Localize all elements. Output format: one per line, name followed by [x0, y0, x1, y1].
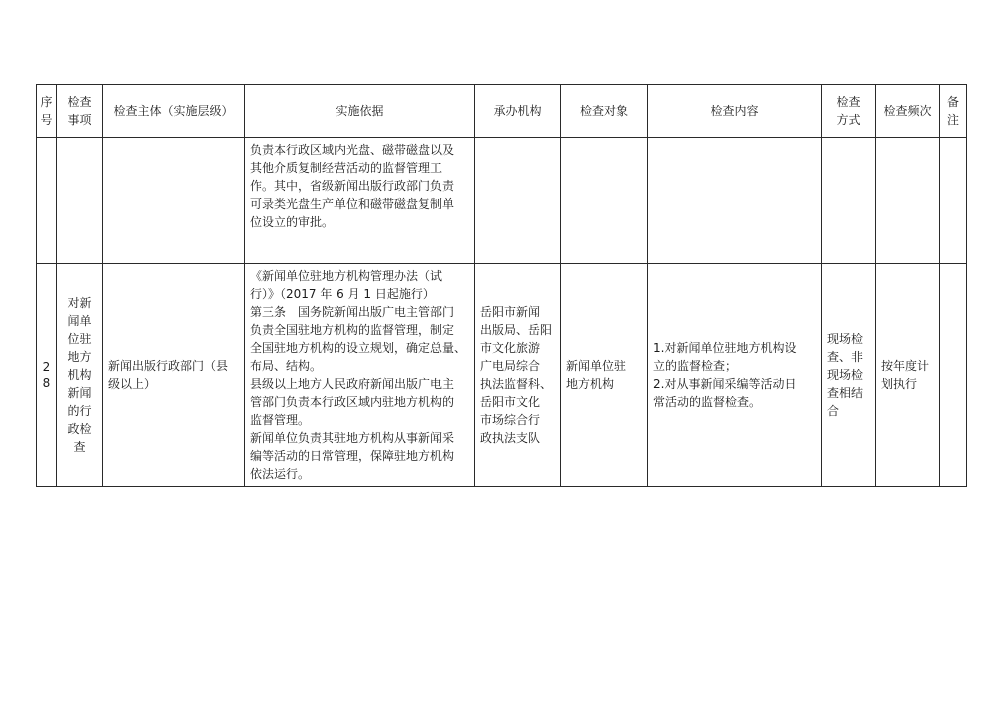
- table-row: [37, 138, 967, 264]
- remark-cell: [940, 138, 967, 264]
- header-org: 承办机构: [475, 85, 561, 138]
- header-method: 检查 方式: [822, 85, 876, 138]
- header-content: 检查内容: [648, 85, 822, 138]
- method-cell: 现场检 查、非 现场检 查相结 合: [822, 264, 876, 487]
- org-cell: [475, 138, 561, 264]
- content-cell: 1.对新闻单位驻地方机构设 立的监督检查； 2.对从事新闻采编等活动日 常活动的监督检查。: [648, 264, 822, 487]
- header-remark: 备 注: [940, 85, 967, 138]
- method-cell: [822, 138, 876, 264]
- header-target: 检查对象: [561, 85, 648, 138]
- header-row: [37, 85, 967, 138]
- item-cell: 对新 闻单 位驻 地方 机构 新闻 的行 政检 查: [57, 264, 103, 487]
- seq-cell: [37, 138, 57, 264]
- header-frequency: 检查频次: [876, 85, 940, 138]
- content-cell: [648, 138, 822, 264]
- header-seq: 序 号: [37, 85, 57, 138]
- target-cell: [561, 138, 648, 264]
- table-row: [37, 264, 967, 487]
- header-item: 检查 事项: [57, 85, 103, 138]
- subject-cell: 新闻出版行政部门（县 级以上）: [103, 264, 245, 487]
- remark-cell: [940, 264, 967, 487]
- header-subject: 检查主体（实施层级）: [103, 85, 245, 138]
- target-cell: 新闻单位驻 地方机构: [561, 264, 648, 487]
- basis-cell: 《新闻单位驻地方机构管理办法（试 行）》（2017 年 6 月 1 日起施行） 第三条 国务院新闻出版广电主管部门 负责全国驻地方机构的监督管理，制定 全国驻地方机构的设立规划，确定总量、 布局、结构。 县级以上地方人民政府新闻出版广电主 管部门负责本行政区域内驻地方机构的 监督管理。 新闻单位负责其驻地方机构从事新闻采 编等活动的日常管理，保障驻地方机构 依法运行。: [245, 264, 475, 487]
- inspection-table: [36, 84, 967, 487]
- header-basis: 实施依据: [245, 85, 475, 138]
- subject-cell: [103, 138, 245, 264]
- frequency-cell: [876, 138, 940, 264]
- frequency-cell: 按年度计 划执行: [876, 264, 940, 487]
- basis-cell: 负责本行政区域内光盘、磁带磁盘以及 其他介质复制经营活动的监督管理工 作。其中，省级新闻出版行政部门负责 可录类光盘生产单位和磁带磁盘复制单 位设立的审批。: [245, 138, 475, 264]
- item-cell: [57, 138, 103, 264]
- seq-cell: 2 8: [37, 264, 57, 487]
- org-cell: 岳阳市新闻 出版局、岳阳 市文化旅游 广电局综合 执法监督科、 岳阳市文化 市场综合行 政执法支队: [475, 264, 561, 487]
